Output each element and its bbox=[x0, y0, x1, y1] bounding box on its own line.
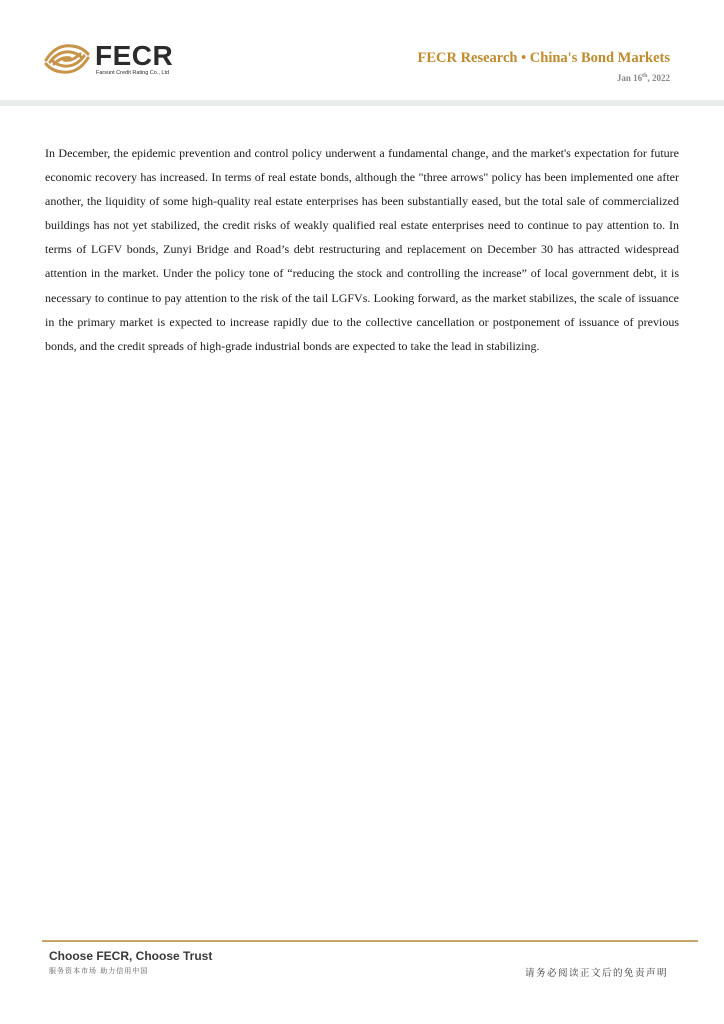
logo-company-name: Farsunt Credit Rating Co., Ltd bbox=[96, 70, 170, 76]
footer-sub-slogan: 服务资本市场 助力信用中国 bbox=[49, 967, 149, 975]
footer-divider bbox=[42, 940, 698, 942]
footer-disclaimer: 请务必阅读正文后的免责声明 bbox=[524, 968, 668, 979]
report-title: FECR Research • China's Bond Markets bbox=[417, 50, 670, 66]
fecr-logo bbox=[42, 40, 192, 80]
body-paragraph: In December, the epidemic prevention and control policy underwent a fundamental change, and the market's expectation for future economic recovery has increased. In terms of real estate bonds, although the "three arrows" policy has been implemented one after another, the liquidity of some high-quality real estate enterprises has been substantially eased, but the total sale of commercialized buildings has not yet stabilized, the credit risks of weakly qualified real estate enterprises need to continue to pay attention to. In terms of LGFV bonds, Zunyi Bridge and Road’s debt restructuring and replacement on December 30 has attracted widespread attention in the market. Under the policy tone of “reducing the stock and controlling the increase” of local government debt, it is necessary to continue to pay attention to the risk of the tail LGFVs. Looking forward, as the market stabilizes, the scale of issuance in the primary market is expected to increase rapidly due to the collective cancellation or postponement of issuance of previous bonds, and the credit spreads of high-grade industrial bonds are expected to take the lead in stabilizing. bbox=[45, 146, 679, 353]
main-content bbox=[45, 141, 679, 358]
page-header bbox=[0, 0, 724, 104]
logo-wordmark: FECR bbox=[95, 40, 174, 71]
header-divider bbox=[0, 100, 724, 106]
fecr-logo-mark-icon bbox=[42, 40, 92, 78]
footer-slogan: Choose FECR, Choose Trust bbox=[49, 949, 213, 963]
report-date: Jan 16th, 2022 bbox=[616, 73, 670, 83]
